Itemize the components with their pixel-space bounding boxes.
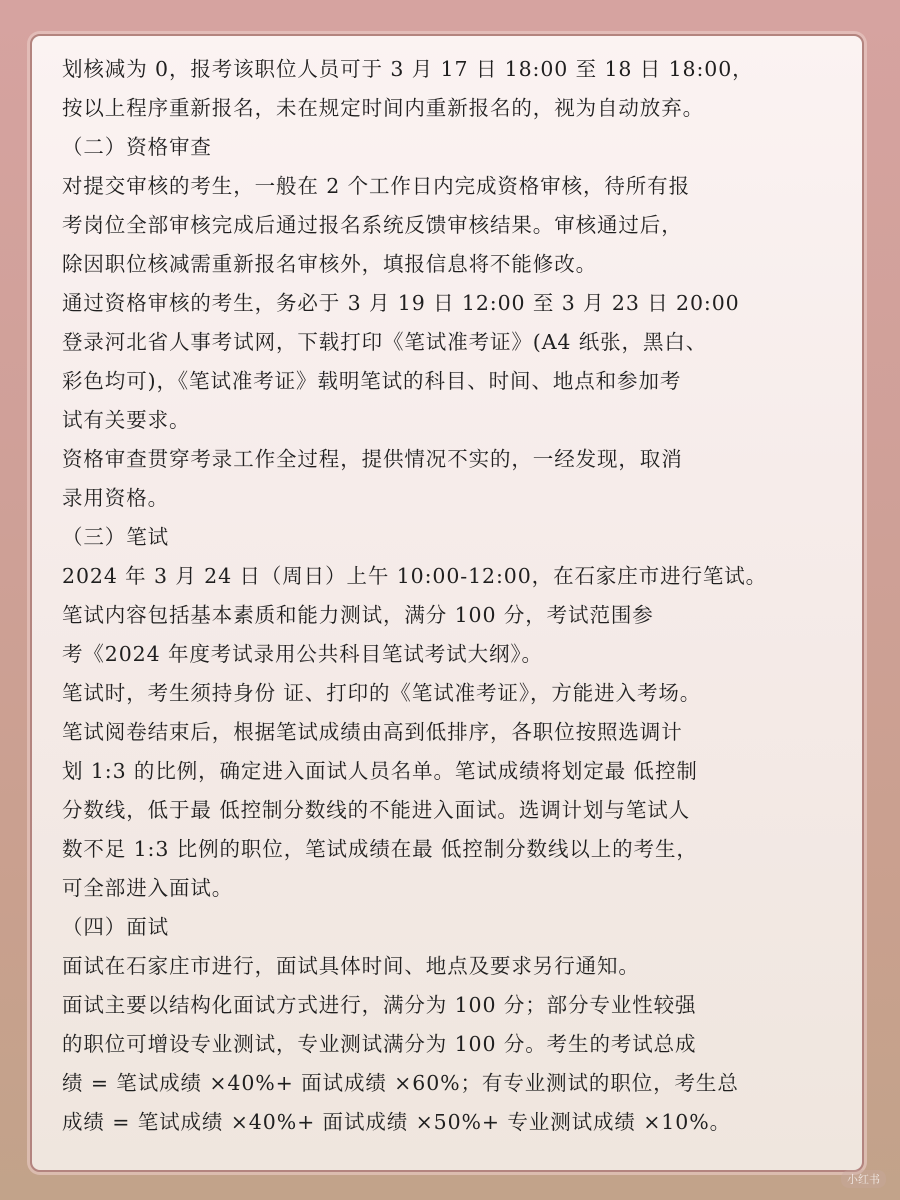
text-line: 2024 年 3 月 24 日（周日）上午 10:00-12:00，在石家庄市进行笔试。 bbox=[62, 564, 768, 588]
section-heading-written-exam: （三）笔试 bbox=[62, 525, 169, 549]
text-line: 录用资格。 bbox=[62, 486, 169, 510]
text-line: 彩色均可)，《笔试准考证》载明笔试的科目、时间、地点和参加考 bbox=[62, 369, 682, 393]
text-line: 面试在石家庄市进行，面试具体时间、地点及要求另行通知。 bbox=[62, 954, 640, 978]
section-heading-qualification: （二）资格审查 bbox=[62, 135, 212, 159]
text-line: 分数线，低于最 低控制分数线的不能进入面试。选调计划与笔试人 bbox=[62, 798, 691, 822]
text-line: 划 1:3 的比例，确定进入面试人员名单。笔试成绩将划定最 低控制 bbox=[62, 759, 698, 783]
text-line: 的职位可增设专业测试，专业测试满分为 100 分。考生的考试总成 bbox=[62, 1032, 697, 1056]
text-line: 笔试阅卷结束后，根据笔试成绩由高到低排序，各职位按照选调计 bbox=[62, 720, 683, 744]
text-line: 考岗位全部审核完成后通过报名系统反馈审核结果。审核通过后， bbox=[62, 213, 683, 237]
watermark-logo: 小红书 bbox=[841, 1170, 886, 1188]
text-line: 考《2024 年度考试录用公共科目笔试考试大纲》。 bbox=[62, 642, 543, 666]
text-line: 资格审查贯穿考录工作全过程，提供情况不实的，一经发现，取消 bbox=[62, 447, 683, 471]
text-line: 可全部进入面试。 bbox=[62, 876, 234, 900]
text-line: 按以上程序重新报名，未在规定时间内重新报名的，视为自动放弃。 bbox=[62, 96, 704, 120]
text-line: 数不足 1:3 比例的职位，笔试成绩在最 低控制分数线以上的考生， bbox=[62, 837, 698, 861]
text-line: 划核减为 0，报考该职位人员可于 3 月 17 日 18:00 至 18 日 18:00， bbox=[62, 57, 754, 81]
text-line: 面试主要以结构化面试方式进行，满分为 100 分；部分专业性较强 bbox=[62, 993, 697, 1017]
text-line: 试有关要求。 bbox=[62, 408, 191, 432]
text-line: 成绩 = 笔试成绩 ×40%+ 面试成绩 ×50%+ 专业测试成绩 ×10%。 bbox=[62, 1110, 731, 1134]
text-line: 笔试内容包括基本素质和能力测试，满分 100 分，考试范围参 bbox=[62, 603, 654, 627]
text-line: 对提交审核的考生，一般在 2 个工作日内完成资格审核，待所有报 bbox=[62, 174, 690, 198]
text-line: 登录河北省人事考试网，下载打印《笔试准考证》(A4 纸张，黑白、 bbox=[62, 330, 708, 354]
document-card bbox=[30, 34, 864, 1172]
text-line: 除因职位核减需重新报名审核外，填报信息将不能修改。 bbox=[62, 252, 597, 276]
text-line: 通过资格审核的考生，务必于 3 月 19 日 12:00 至 3 月 23 日 20:00 bbox=[62, 291, 740, 315]
text-line: 绩 = 笔试成绩 ×40%+ 面试成绩 ×60%；有专业测试的职位，考生总 bbox=[62, 1071, 739, 1095]
section-heading-interview: （四）面试 bbox=[62, 915, 169, 939]
text-line: 笔试时，考生须持身份 证、打印的《笔试准考证》，方能进入考场。 bbox=[62, 681, 702, 705]
